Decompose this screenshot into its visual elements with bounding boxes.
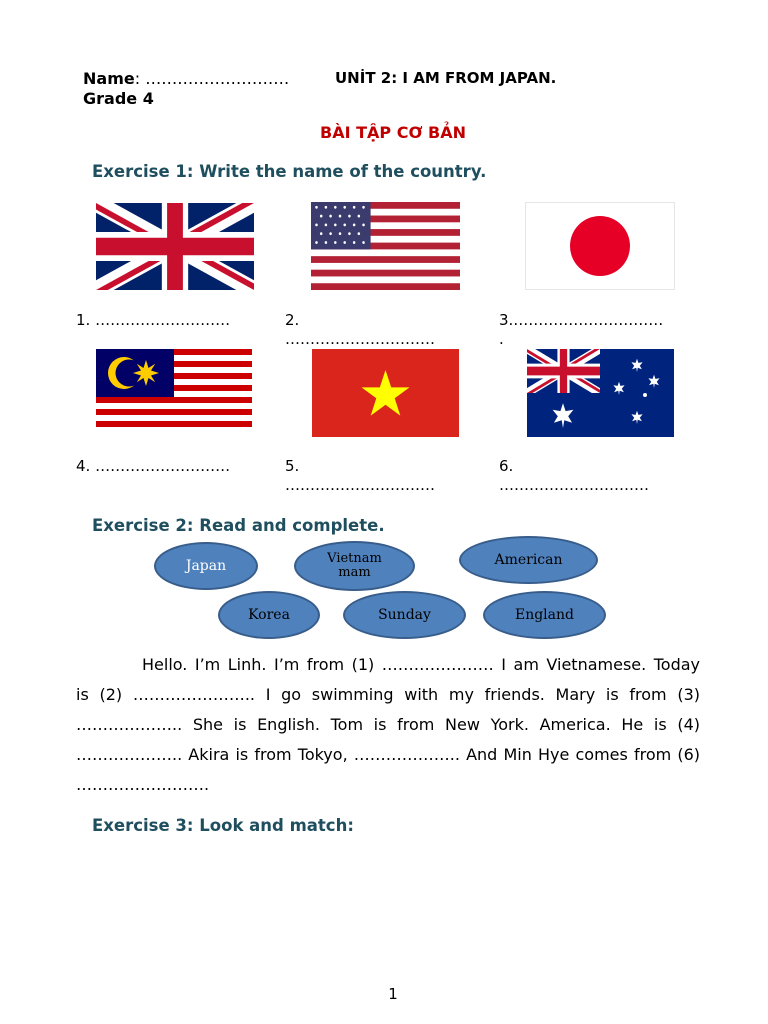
grade-label: Grade 4: [83, 89, 154, 108]
japan-flag: [525, 202, 675, 290]
answer-2[interactable]: [285, 311, 435, 349]
word-oval-japan: Japan: [154, 542, 258, 590]
unit-title: UNİT 2: I AM FROM JAPAN.: [335, 69, 557, 87]
word-oval-vietnam: Vietnam mam: [294, 541, 415, 591]
malaysia-flag: [96, 349, 252, 433]
answer-1-line: 1. ………………………: [76, 311, 231, 329]
exercise2-title: Exercise 2: Read and complete.: [92, 516, 385, 535]
answer-1[interactable]: [76, 311, 230, 330]
section-title: BÀI TẬP CƠ BẢN: [320, 123, 466, 142]
answer-5-number: 5.: [285, 457, 300, 475]
vietnam-flag: [312, 349, 459, 437]
exercise2-paragraph: Hello. I’m Linh. I’m from (1) ………………… I am Vietnamese. Today is (2) ………………….. I go swimming with my friends. Mary is from (3) ……………….. She is English. Tom is from New York. America. He is (4) ……………….. Akira is from Tokyo, ……………….. And Min Hye comes from (6) …………………….: [76, 655, 700, 794]
name-label-line: [83, 69, 289, 88]
uk-flag: [96, 203, 254, 290]
answer-2-number: 2.: [285, 311, 300, 329]
name-label: Name: [83, 69, 135, 88]
answer-6[interactable]: [499, 457, 649, 495]
word-oval-korea: Korea: [218, 591, 320, 639]
answer-4[interactable]: [76, 457, 230, 476]
answer-5-line: …………………………: [285, 476, 435, 494]
exercise3-title: Exercise 3: Look and match:: [92, 816, 354, 835]
word-oval-american: American: [459, 536, 598, 584]
answer-3-line: 3.…………………………: [499, 311, 664, 329]
answer-6-line: …………………………: [499, 476, 649, 494]
answer-3-dot: .: [499, 330, 504, 348]
australia-flag: [527, 349, 674, 437]
answer-5[interactable]: [285, 457, 435, 495]
word-oval-sunday: Sunday: [343, 591, 466, 639]
answer-6-number: 6.: [499, 457, 514, 475]
word-oval-england: England: [483, 591, 606, 639]
usa-flag: [311, 202, 460, 290]
exercise1-title: Exercise 1: Write the name of the country.: [92, 162, 487, 181]
answer-3[interactable]: [499, 311, 663, 349]
page-number: 1: [388, 985, 398, 1003]
answer-4-line: 4. ………………………: [76, 457, 231, 475]
answer-2-line: …………………………: [285, 330, 435, 348]
name-blank: : ………………………: [134, 69, 290, 88]
